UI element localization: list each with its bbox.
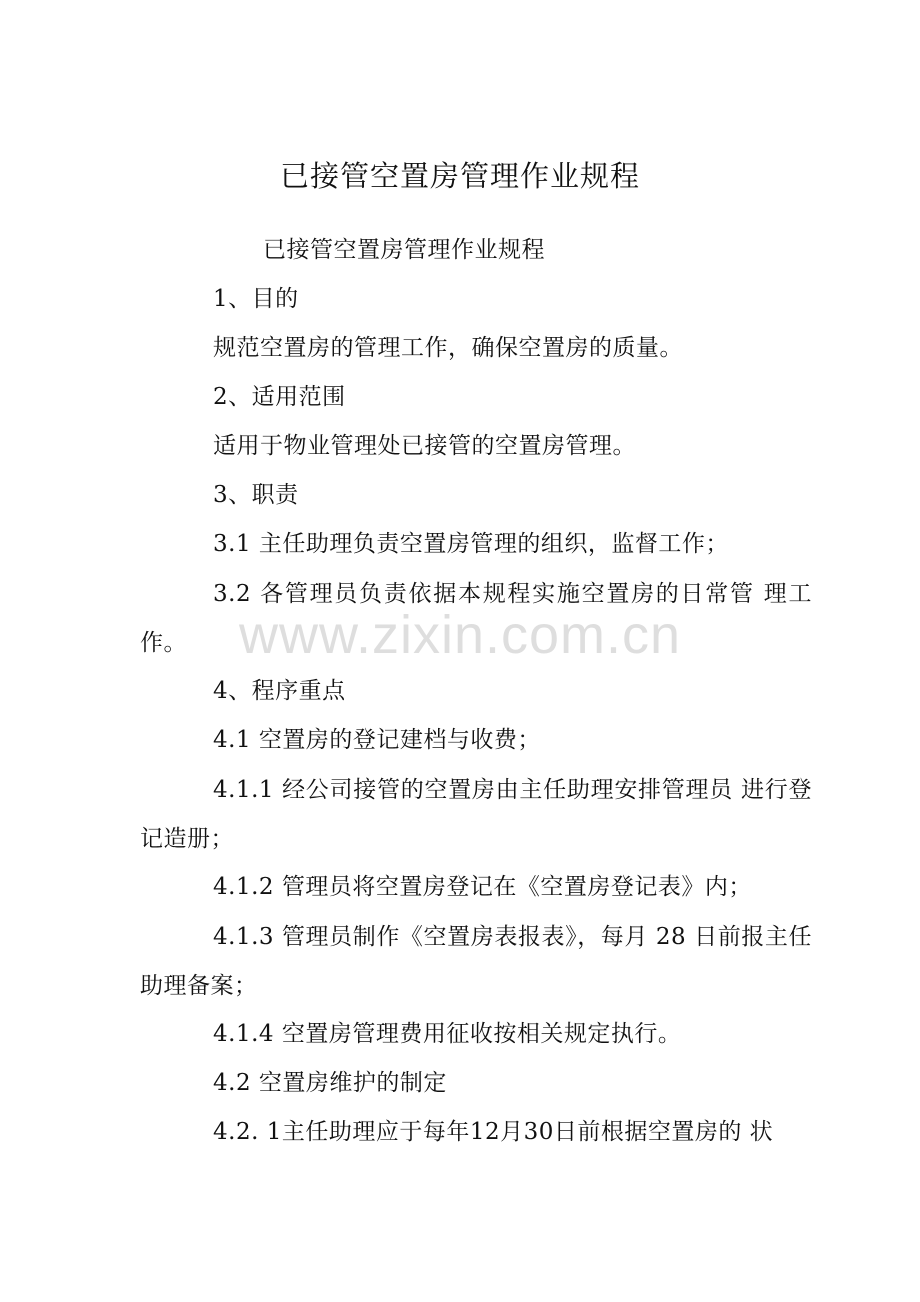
paragraph-3-1: 3.1 主任助理负责空置房管理的组织，监督工作； xyxy=(213,531,729,557)
paragraph-3-2: 3.2 各管理员负责依据本规程实施空置房的日常管 理工作。 xyxy=(140,581,812,656)
paragraph-4-2-1: 4.2. 1主任助理应于每年12月30日前根据空置房的 状 xyxy=(213,1119,774,1145)
document-subtitle: 已接管空置房管理作业规程 xyxy=(263,237,545,263)
section-heading-scope: 2、适用范围 xyxy=(213,384,346,410)
paragraph-4-2: 4.2 空置房维护的制定 xyxy=(213,1070,447,1096)
paragraph-4-1-1: 4.1.1 经公司接管的空置房由主任助理安排管理员 进行登记造册； xyxy=(140,777,812,852)
document-title: 已接管空置房管理作业规程 xyxy=(279,159,640,193)
paragraph-4-1-2: 4.1.2 管理员将空置房登记在《空置房登记表》内； xyxy=(213,874,752,900)
paragraph-4-1-3: 4.1.3 管理员制作《空置房表报表》，每月 28 日前报主任助理备案； xyxy=(140,924,812,999)
paragraph-4-1-4: 4.1.4 空置房管理费用征收按相关规定执行。 xyxy=(213,1021,682,1047)
section-heading-procedure: 4、程序重点 xyxy=(213,678,346,704)
paragraph-purpose: 规范空置房的管理工作，确保空置房的质量。 xyxy=(213,335,683,361)
section-heading-purpose: 1、目的 xyxy=(213,286,299,312)
watermark: www.zixin.com.cn xyxy=(238,605,682,665)
paragraph-scope: 适用于物业管理处已接管的空置房管理。 xyxy=(213,433,636,459)
section-heading-duties: 3、职责 xyxy=(213,482,299,508)
paragraph-4-1: 4.1 空置房的登记建档与收费； xyxy=(213,727,541,753)
